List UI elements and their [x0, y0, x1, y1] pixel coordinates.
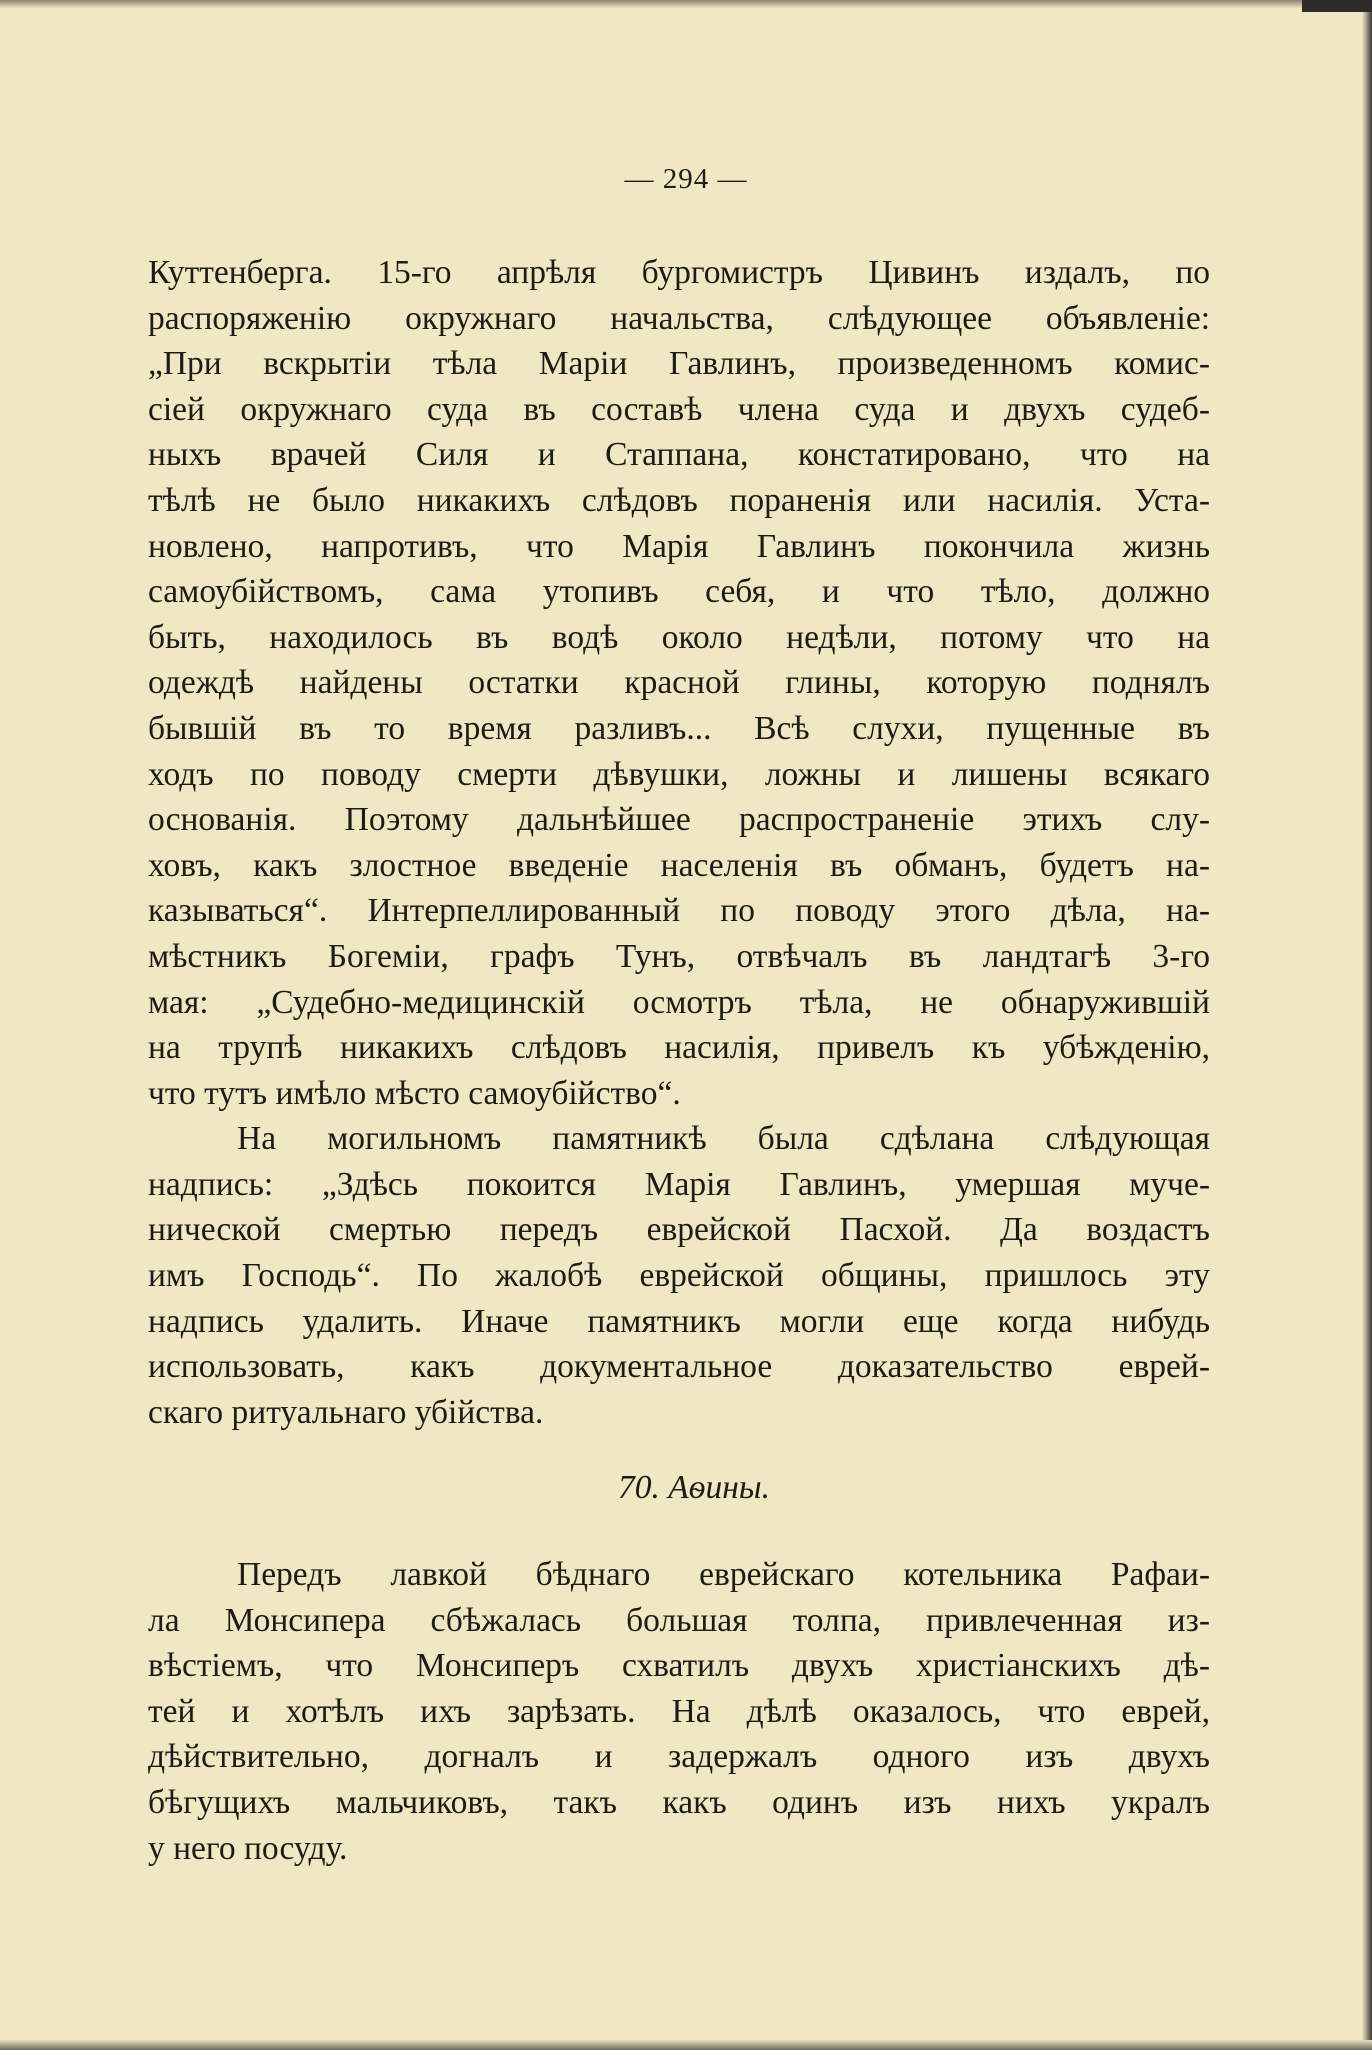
page-corner-shadow	[1302, 0, 1372, 12]
text-line: мая: „Судебно-медицинскій осмотръ тѣла, не обнаружившій	[148, 983, 1210, 1021]
text-line: основанія. Поэтому дальнѣйшее распространеніе этихъ слу-	[148, 801, 1210, 839]
text-line: бывшій въ то время разливъ... Всѣ слухи, пущенные въ	[148, 709, 1210, 747]
text-line: надпись: „Здѣсь покоится Марія Гавлинъ, умершая муче-	[148, 1165, 1210, 1203]
text-line: бѣгущихъ мальчиковъ, такъ какъ одинъ изъ нихъ укралъ	[148, 1784, 1210, 1821]
text-line: На могильномъ памятникѣ была сдѣлана слѣдующая	[237, 1120, 1210, 1158]
text-line: использовать, какъ документальное доказательство еврей-	[148, 1348, 1210, 1386]
text-line: мѣстникъ Богеміи, графъ Тунъ, отвѣчалъ въ ландтагѣ 3-го	[148, 937, 1210, 975]
text-line: казываться“. Интерпеллированный по поводу этого дѣла, на-	[148, 892, 1210, 930]
text-line: сіей окружнаго суда въ составѣ члена суда и двухъ судеб-	[148, 390, 1210, 428]
text-line: тѣлѣ не было никакихъ слѣдовъ пораненія или насилія. Уста-	[148, 481, 1210, 519]
text-line: имъ Господь“. По жалобѣ еврейской общины, пришлось эту	[148, 1257, 1210, 1295]
text-line: Куттенберга. 15-го апрѣля бургомистръ Цивинъ издалъ, по	[148, 254, 1210, 291]
text-line: у него посуду.	[148, 1829, 348, 1867]
body-text	[148, 250, 1210, 1871]
text-line: что тутъ имѣло мѣсто самоубійство“.	[148, 1074, 681, 1112]
page-top-edge	[0, 0, 1372, 8]
paragraph-athens-incident	[148, 1552, 1210, 1871]
page-bottom-edge	[0, 2040, 1372, 2050]
text-line: ходъ по поводу смерти дѣвушки, ложны и лишены всякаго	[148, 755, 1210, 793]
text-line: ховъ, какъ злостное введеніе населенія въ обманъ, будетъ на-	[148, 846, 1210, 884]
paragraph-gravestone-inscription	[148, 1116, 1210, 1435]
paragraph-inquest-report	[148, 250, 1210, 1116]
page-number: — 294 —	[624, 163, 748, 195]
text-line: одеждѣ найдены остатки красной глины, которую поднялъ	[148, 664, 1210, 702]
text-line: надпись удалить. Иначе памятникъ могли еще когда нибудь	[148, 1302, 1210, 1340]
text-line: вѣстіемъ, что Монсиперъ схватилъ двухъ христіанскихъ дѣ-	[148, 1647, 1210, 1685]
text-line: Передъ лавкой бѣднаго еврейскаго котельника Рафаи-	[237, 1556, 1210, 1594]
text-line: нической смертью передъ еврейской Пасхой. Да воздастъ	[148, 1211, 1210, 1249]
text-line: быть, находилось въ водѣ около недѣли, потому что на	[148, 618, 1210, 656]
text-line: новлено, напротивъ, что Марія Гавлинъ покончила жизнь	[148, 527, 1210, 565]
text-line: самоубійствомъ, сама утопивъ себя, и что тѣло, должно	[148, 573, 1210, 611]
text-line: скаго ритуальнаго убійства.	[148, 1393, 544, 1431]
text-line: на трупѣ никакихъ слѣдовъ насилія, привелъ къ убѣжденію,	[148, 1029, 1210, 1067]
text-line: дѣйствительно, догналъ и задержалъ одного изъ двухъ	[148, 1738, 1210, 1776]
text-line: ла Монсипера сбѣжалась большая толпа, привлеченная из-	[148, 1601, 1210, 1639]
section-heading: 70. Аѳины.	[618, 1469, 770, 1507]
text-line: „При вскрытіи тѣла Маріи Гавлинъ, произведенномъ комис-	[148, 345, 1210, 383]
text-line: тей и хотѣлъ ихъ зарѣзать. На дѣлѣ оказалось, что еврей,	[148, 1692, 1210, 1730]
text-line: распоряженію окружнаго начальства, слѣдующее объявленіе:	[148, 299, 1210, 337]
text-line: ныхъ врачей Силя и Стаппана, констатировано, что на	[148, 436, 1210, 474]
page-right-edge	[1362, 0, 1372, 2050]
